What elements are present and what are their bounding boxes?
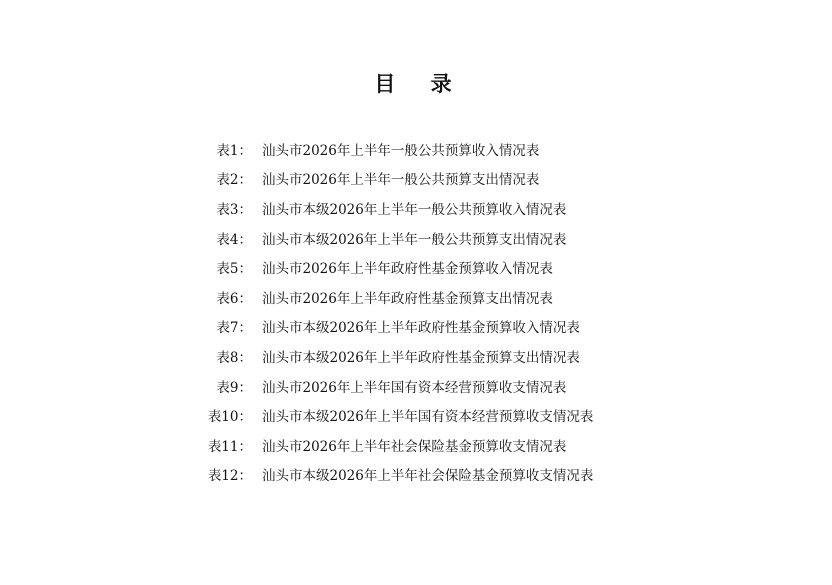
toc-item-number: 表12： — [207, 468, 252, 485]
toc-item-title: 汕头市2026年上半年政府性基金预算收入情况表 — [262, 261, 553, 278]
toc-item-number: 表2： — [216, 172, 252, 189]
page-title: 目 录 — [374, 72, 466, 96]
toc-item — [200, 373, 720, 403]
toc-item — [200, 136, 720, 166]
toc-item — [200, 195, 720, 225]
toc-item-number: 表10： — [207, 409, 252, 426]
toc-item-title: 汕头市本级2026年上半年一般公共预算收入情况表 — [262, 201, 567, 218]
toc-item — [200, 254, 720, 284]
toc-item-title: 汕头市2026年上半年国有资本经营预算收支情况表 — [262, 379, 567, 396]
toc-item-title: 汕头市2026年上半年一般公共预算支出情况表 — [262, 172, 540, 189]
toc-item-number: 表11： — [207, 438, 252, 455]
toc-item — [200, 225, 720, 255]
toc-item-number: 表1： — [216, 142, 252, 159]
toc-item-number: 表4： — [216, 231, 252, 248]
toc-item — [200, 402, 720, 432]
toc-item — [200, 314, 720, 344]
toc-item-title: 汕头市本级2026年上半年政府性基金预算支出情况表 — [262, 349, 580, 366]
toc-item-number: 表8： — [216, 349, 252, 366]
toc-item-title: 汕头市2026年上半年一般公共预算收入情况表 — [262, 142, 540, 159]
toc-item — [200, 166, 720, 196]
toc-item-number: 表6： — [216, 290, 252, 307]
toc-item-number: 表3： — [216, 201, 252, 218]
toc-item-title: 汕头市本级2026年上半年国有资本经营预算收支情况表 — [262, 409, 594, 426]
toc-item-number: 表7： — [216, 320, 252, 337]
toc-item — [200, 343, 720, 373]
toc-item-title: 汕头市本级2026年上半年社会保险基金预算收支情况表 — [262, 468, 594, 485]
toc-item-number: 表9： — [216, 379, 252, 396]
toc-item — [200, 462, 720, 492]
toc-item-title: 汕头市2026年上半年社会保险基金预算收支情况表 — [262, 438, 567, 455]
toc-item-number: 表5： — [216, 261, 252, 278]
toc-item — [200, 432, 720, 462]
toc-item — [200, 284, 720, 314]
table-of-contents — [200, 136, 720, 491]
toc-item-title: 汕头市本级2026年上半年政府性基金预算收入情况表 — [262, 320, 580, 337]
toc-item-title: 汕头市本级2026年上半年一般公共预算支出情况表 — [262, 231, 567, 248]
toc-item-title: 汕头市2026年上半年政府性基金预算支出情况表 — [262, 290, 553, 307]
